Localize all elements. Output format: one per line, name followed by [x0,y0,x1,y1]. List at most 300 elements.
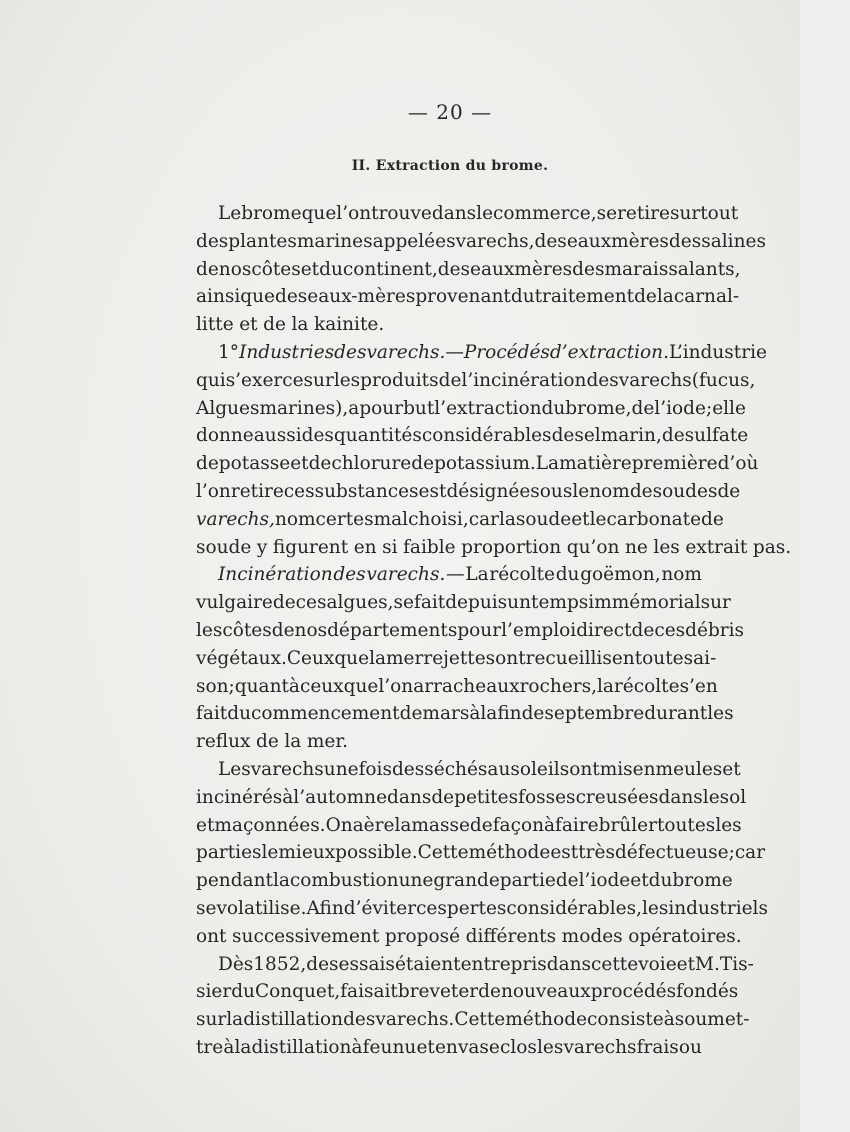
word: côtes [251,258,301,280]
word: sol [719,786,747,808]
word: y [256,536,268,558]
text-line [196,673,718,701]
word: eaux-mères [307,286,416,308]
word: sulfate [684,425,749,447]
page-number: — 20 — [407,100,493,124]
word: On [325,814,353,836]
word: L’industrie [668,341,767,363]
word: proposé [384,925,461,947]
word: Afin [306,897,344,919]
word: Incinération [218,564,333,586]
text-line [196,256,741,284]
word: l’incinération [461,369,587,391]
word: plantes [228,230,297,252]
word: le [476,203,494,224]
word: quantités [333,425,422,447]
word: que [343,675,379,697]
word: d’extraction. [549,341,669,363]
word: donne [196,425,254,447]
word: carnal- [673,286,740,308]
word: la [226,1009,244,1031]
word: que [240,286,275,308]
word: ces [283,480,315,502]
word: des [334,341,367,363]
word: nom [274,508,316,530]
word: se [596,203,618,224]
word: goëmon, [580,564,661,586]
word: varechs. [366,564,446,586]
word: mères [611,230,669,252]
word: potasse [218,453,291,475]
word: sont [485,647,526,669]
word: M. [695,953,720,975]
word: immémorial [588,592,701,614]
word: le [589,508,607,530]
word: façon [492,814,544,836]
word: la [498,508,516,530]
word: sur [196,1009,227,1031]
word: aussi [253,425,302,447]
text-line [196,200,739,228]
word: eaux [470,258,515,280]
word: une [398,870,434,892]
word: dans [546,953,592,975]
word: la [284,731,302,753]
word: de [271,619,295,641]
word: l’automne [293,786,388,808]
word: varechs [563,1036,637,1058]
word: sur [303,369,334,391]
word: d’éviter [343,897,417,919]
word: distillation [251,1036,352,1058]
word: et [630,870,649,892]
word: ou [678,1036,702,1058]
word: salants, [668,258,741,280]
text-line [196,728,702,756]
word: une [323,758,359,780]
word: considérables, [506,897,642,919]
word: nom [661,564,702,586]
word: brûler [598,814,657,836]
word: faisait [340,981,398,1003]
word: mars [422,703,470,725]
word: modes [561,925,623,947]
word: des [333,564,366,586]
word: et [290,453,309,475]
word: fait [196,703,228,725]
word: s’exerce [225,369,304,391]
word: si [382,536,398,558]
word: rochers, [519,675,598,697]
word: en [353,536,377,558]
word: les [707,703,734,725]
word: brome [672,870,733,892]
word: vulgaire [196,592,273,614]
text-line [196,450,759,478]
word: — [446,564,465,586]
word: pertes [446,897,507,919]
word: matière [559,453,632,475]
word: fait [413,592,446,614]
word: à [351,1036,363,1058]
word: est [550,842,579,864]
word: depuis [445,592,508,614]
word: la [369,647,387,669]
word: grande [433,870,500,892]
word: mal [373,508,409,530]
word: a [348,397,360,419]
text-line [196,867,733,895]
word: nouveaux [500,981,591,1003]
word: marines), [259,397,349,419]
text-line [196,478,741,506]
word: la [394,814,412,836]
word: fosses [518,786,576,808]
word: à [544,814,556,836]
word: extrait [685,536,748,558]
word: faire [555,814,599,836]
word: mères [514,258,573,280]
word: récolte [489,564,555,586]
word: la [597,675,614,697]
word: pas. [752,536,792,558]
word: — [445,341,464,363]
word: Cette [454,1009,506,1031]
word: varechs. [366,341,446,363]
word: recueillis [525,647,612,669]
word: ont [196,925,227,947]
word: de [634,286,657,308]
word: (fucus, [691,369,756,391]
word: durant [644,703,708,725]
word: et [416,1036,435,1058]
word: et [196,814,215,836]
word: sai- [683,647,717,669]
text-line [196,339,767,367]
word: l’emploi [501,619,577,641]
word: ces [416,897,447,919]
word: de [256,731,279,753]
word: de [196,453,219,475]
word: quant [234,675,289,697]
word: les [537,1036,564,1058]
word: rejette [423,647,486,669]
word: kainite. [313,314,385,336]
word: qu’on [566,536,620,558]
word: choisi, [408,508,469,530]
word: car [468,508,499,530]
word: produits [360,369,439,391]
word: son; [196,675,235,697]
word: des [534,230,567,252]
text-line [196,534,792,562]
word: du [231,981,255,1003]
text-line [196,589,731,617]
word: algues, [326,592,394,614]
word: partie [499,870,556,892]
text-line [196,561,702,589]
word: mis [599,758,633,780]
word: arrache [413,675,487,697]
word: varechs [250,758,324,780]
word: de [263,314,286,336]
word: la [656,286,674,308]
word: traitement [534,286,635,308]
word: végétaux. [196,647,287,669]
word: nos [218,258,252,280]
word: marais [604,258,669,280]
word: clos [499,1036,537,1058]
word: l’on [378,675,414,697]
word: incinérés [196,786,283,808]
word: désignée [446,480,531,502]
word: fin [497,703,522,725]
word: car [734,842,766,864]
word: mer [386,647,424,669]
word: l’iode; [654,397,713,419]
word: frais [636,1036,679,1058]
word: brome [241,203,302,224]
word: l’on [336,203,372,224]
word: litte [196,314,234,336]
word: méthode [505,1009,588,1031]
word: pendant [196,870,273,892]
word: et [300,258,320,280]
word: mer. [306,731,349,753]
text-line [196,228,766,256]
word: Algues [196,397,260,419]
word: successivement [232,925,380,947]
word: Cette [417,842,469,864]
word: consiste [587,1009,664,1031]
word: Dès [218,953,254,975]
text-line [196,311,702,339]
word: possible. [335,842,418,864]
word: la [480,703,498,725]
word: Industries [239,341,335,363]
word: de [469,814,493,836]
word: des [301,425,334,447]
word: en [632,758,656,780]
word: la [291,314,309,336]
word: dans [387,786,432,808]
text-line [196,617,745,645]
word: La [535,453,560,475]
word: reflux [196,731,251,753]
word: les [715,814,742,836]
text-line [196,923,742,951]
word: desséchés [391,758,488,780]
word: continent, [342,258,438,280]
word: marin, [600,425,662,447]
word: marines [296,230,373,252]
word: petites [454,786,519,808]
word: temps [531,592,589,614]
word: varechs, [455,230,535,252]
word: soude [515,508,572,530]
word: pour [457,619,502,641]
word: et [722,758,741,780]
word: varechs. [375,1009,455,1031]
word: soleil [510,758,560,780]
word: ceux [299,675,344,697]
word: que [334,647,370,669]
word: toutes [656,814,716,836]
word: de [399,703,423,725]
word: faible [403,536,456,558]
word: des [437,258,471,280]
word: le [702,786,720,808]
word: sur [700,592,731,614]
word: Ceux [286,647,335,669]
word: de [551,425,575,447]
text-line [196,812,742,840]
word: l’extraction [434,397,542,419]
word: chlorure [331,453,412,475]
word: de [308,453,332,475]
word: Conquet, [254,981,341,1003]
word: de [438,369,462,391]
text-line [196,1034,702,1062]
word: procédés [590,981,677,1003]
word: opératoires. [628,925,742,947]
text-line [196,700,734,728]
word: salines [701,230,766,252]
word: 1852, [253,953,307,975]
word: les [333,369,361,391]
word: cette [591,953,639,975]
word: les [653,536,680,558]
word: des [343,1009,376,1031]
word: de [478,981,501,1003]
word: méthode [468,842,551,864]
word: pour [359,397,404,419]
word: un [507,592,532,614]
word: proportion [461,536,562,558]
word: sier [196,981,232,1003]
word: feu [362,1036,393,1058]
word: du [510,286,535,308]
word: retire [230,480,284,502]
text-line [196,1006,750,1034]
word: récolte [613,675,680,697]
word: masse [411,814,470,836]
word: entrepris [460,953,547,975]
word: combustion [289,870,399,892]
word: substances [314,480,419,502]
word: essais [338,953,395,975]
word: des [668,230,702,252]
word: et [571,508,590,530]
word: fois [358,758,392,780]
word: soude [196,536,252,558]
word: des [572,258,605,280]
word: en [611,647,635,669]
section-heading: II. Extraction du brome. [351,158,549,174]
word: mieux [278,842,336,864]
word: provenant [415,286,511,308]
word: ne [625,536,648,558]
word: des [275,286,308,308]
word: de [196,258,219,280]
word: des [196,230,229,252]
word: dans [658,786,703,808]
word: varechs, [196,508,275,530]
word: le [261,842,279,864]
text-line [196,978,739,1006]
word: départements [327,619,458,641]
word: du [648,870,673,892]
word: fondés [676,981,739,1003]
word: Tis- [719,953,754,975]
word: de [631,397,655,419]
word: aux [486,675,520,697]
word: et [676,953,696,975]
word: soudes [652,480,718,502]
word: aère [352,814,395,836]
word: étaient [394,953,461,975]
word: du [555,564,580,586]
word: ainsi [196,286,241,308]
word: creusées [575,786,659,808]
word: de [411,453,435,475]
word: dans [431,203,477,224]
word: sous [530,480,573,502]
word: du [319,258,343,280]
text-line [196,422,749,450]
word: la [234,1036,252,1058]
word: brome, [565,397,632,419]
word: de [661,425,685,447]
word: Les [218,758,251,780]
word: s’en [679,675,718,697]
word: très [578,842,615,864]
word: l’iode [578,870,631,892]
word: de [431,786,455,808]
word: au [487,758,511,780]
word: est [418,480,447,502]
text-line [196,951,754,979]
word: en [434,1036,458,1058]
word: toute [634,647,684,669]
word: appelées [372,230,456,252]
word: de [631,619,655,641]
word: à [223,1036,235,1058]
word: de [272,592,296,614]
word: du [541,397,566,419]
word: à [288,675,300,697]
word: breveter [397,981,479,1003]
word: figurent [272,536,349,558]
word: de [521,703,545,725]
word: première [631,453,718,475]
text-line [196,506,724,534]
word: distillation [243,1009,344,1031]
word: Procédés [463,341,550,363]
word: potassium. [434,453,536,475]
word: le [572,480,590,502]
word: à [663,1009,675,1031]
word: soumet- [674,1009,750,1031]
word: de [701,508,724,530]
word: surtout [670,203,739,224]
word: vase [457,1036,500,1058]
word: des [306,953,339,975]
word: considérables [421,425,552,447]
word: l’on [196,480,231,502]
text-line [196,367,756,395]
word: qui [196,369,226,391]
